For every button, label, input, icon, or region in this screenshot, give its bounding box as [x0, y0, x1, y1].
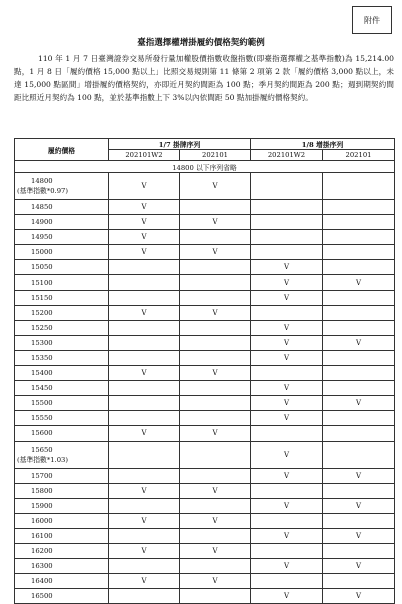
strike-value: 15550 — [31, 414, 53, 423]
table-row — [15, 498, 395, 513]
strike-value: 14800 — [31, 177, 53, 185]
table-body — [15, 161, 395, 604]
table-row — [15, 366, 395, 381]
series-mark — [180, 350, 251, 365]
sub-header: 202101W2 — [251, 150, 323, 161]
table-row — [15, 381, 395, 396]
series-mark — [109, 411, 180, 426]
attachment-label: 附件 — [352, 6, 392, 34]
strike-cell — [15, 366, 109, 381]
series-mark: V — [251, 411, 323, 426]
series-mark — [323, 411, 395, 426]
series-mark: V — [109, 173, 180, 200]
group2-header: 1/8 增掛序列 — [251, 139, 395, 150]
series-mark — [251, 366, 323, 381]
strike-value: 16100 — [31, 531, 53, 540]
strike-value: 15100 — [31, 278, 53, 287]
table-row — [15, 559, 395, 574]
series-mark — [323, 173, 395, 200]
series-mark: V — [251, 589, 323, 604]
series-mark — [251, 574, 323, 589]
table-row — [15, 513, 395, 528]
series-mark — [180, 290, 251, 305]
series-mark — [251, 543, 323, 558]
series-mark — [251, 513, 323, 528]
series-mark — [109, 498, 180, 513]
series-mark: V — [109, 426, 180, 441]
series-mark: V — [323, 468, 395, 483]
series-mark: V — [180, 543, 251, 558]
series-mark — [251, 426, 323, 441]
series-mark — [109, 589, 180, 604]
strike-value: 14900 — [31, 218, 53, 227]
series-mark — [180, 200, 251, 215]
series-mark: V — [109, 543, 180, 558]
strike-cell — [15, 275, 109, 290]
series-mark: V — [109, 305, 180, 320]
table-row — [15, 200, 395, 215]
strike-value: 16300 — [31, 562, 53, 571]
series-mark — [180, 468, 251, 483]
table-row — [15, 245, 395, 260]
table-row — [15, 335, 395, 350]
table-row — [15, 396, 395, 411]
series-mark — [323, 441, 395, 468]
strike-cell — [15, 396, 109, 411]
strike-cell — [15, 350, 109, 365]
table-row — [15, 260, 395, 275]
series-mark: V — [251, 290, 323, 305]
sub-header: 202101 — [180, 150, 251, 161]
series-mark: V — [251, 528, 323, 543]
strike-note: (基準指數*1.03) — [17, 455, 69, 464]
table-row — [15, 468, 395, 483]
strike-cell — [15, 543, 109, 558]
series-mark: V — [109, 574, 180, 589]
series-mark — [323, 200, 395, 215]
strike-cell — [15, 411, 109, 426]
body-paragraph — [14, 52, 394, 104]
group1-header: 1/7 掛牌序列 — [109, 139, 251, 150]
series-mark — [323, 320, 395, 335]
series-mark — [109, 559, 180, 574]
series-mark: V — [251, 275, 323, 290]
strike-value: 15050 — [31, 263, 53, 272]
series-mark: V — [251, 260, 323, 275]
series-mark — [180, 498, 251, 513]
series-mark — [180, 396, 251, 411]
series-mark: V — [323, 528, 395, 543]
strike-cell — [15, 305, 109, 320]
strike-value: 15000 — [31, 248, 53, 257]
series-mark: V — [109, 366, 180, 381]
series-mark — [323, 574, 395, 589]
series-mark — [109, 396, 180, 411]
strike-cell — [15, 426, 109, 441]
series-mark: V — [251, 559, 323, 574]
table-row — [15, 483, 395, 498]
strike-value: 15900 — [31, 501, 53, 510]
series-mark — [251, 483, 323, 498]
strike-cell — [15, 559, 109, 574]
series-mark — [251, 200, 323, 215]
series-mark — [323, 483, 395, 498]
table-row — [15, 543, 395, 558]
strike-value: 15200 — [31, 308, 53, 317]
series-mark: V — [109, 215, 180, 230]
strike-cell — [15, 498, 109, 513]
series-mark — [109, 335, 180, 350]
series-mark: V — [251, 335, 323, 350]
series-mark — [180, 441, 251, 468]
series-mark — [251, 173, 323, 200]
series-mark — [109, 381, 180, 396]
series-mark — [323, 366, 395, 381]
table-row — [15, 441, 395, 468]
series-mark — [251, 215, 323, 230]
series-mark — [251, 230, 323, 245]
series-mark — [180, 381, 251, 396]
table-row — [15, 411, 395, 426]
series-mark — [323, 215, 395, 230]
table-row — [15, 350, 395, 365]
sub-header: 202101W2 — [109, 150, 180, 161]
table-row — [15, 290, 395, 305]
series-mark — [323, 513, 395, 528]
series-mark — [323, 245, 395, 260]
series-mark — [323, 426, 395, 441]
series-mark: V — [323, 396, 395, 411]
series-mark — [109, 441, 180, 468]
series-mark: V — [180, 513, 251, 528]
strike-cell — [15, 468, 109, 483]
series-mark — [323, 350, 395, 365]
strike-cell — [15, 290, 109, 305]
series-mark: V — [251, 498, 323, 513]
strike-cell — [15, 441, 109, 468]
series-mark — [109, 528, 180, 543]
strike-cell — [15, 320, 109, 335]
strike-value: 16400 — [31, 577, 53, 586]
strike-value: 16500 — [31, 592, 53, 601]
series-mark — [180, 275, 251, 290]
series-mark: V — [251, 441, 323, 468]
strike-value: 15650 — [31, 445, 53, 454]
strike-value: 15450 — [31, 384, 53, 393]
strike-value: 14950 — [31, 233, 53, 242]
series-mark: V — [323, 275, 395, 290]
series-mark: V — [323, 559, 395, 574]
strike-cell — [15, 335, 109, 350]
strike-value: 15700 — [31, 471, 53, 480]
strike-header: 履約價格 — [15, 139, 109, 161]
strike-cell — [15, 245, 109, 260]
series-mark — [323, 230, 395, 245]
table-row — [15, 275, 395, 290]
strike-value: 16200 — [31, 547, 53, 556]
strike-cell — [15, 200, 109, 215]
table-row — [15, 574, 395, 589]
series-mark: V — [323, 498, 395, 513]
series-mark — [180, 320, 251, 335]
strike-cell — [15, 173, 109, 200]
series-mark — [323, 381, 395, 396]
strike-price-table — [14, 138, 395, 604]
series-mark: V — [180, 574, 251, 589]
strike-cell — [15, 574, 109, 589]
sub-header: 202101 — [323, 150, 395, 161]
series-mark: V — [109, 483, 180, 498]
series-mark: V — [180, 245, 251, 260]
series-mark — [251, 245, 323, 260]
strike-cell — [15, 589, 109, 604]
strike-value: 15500 — [31, 399, 53, 408]
series-mark: V — [180, 173, 251, 200]
series-mark — [109, 320, 180, 335]
table-row — [15, 320, 395, 335]
series-mark: V — [109, 200, 180, 215]
series-mark — [323, 290, 395, 305]
strike-value: 15150 — [31, 293, 53, 302]
strike-cell — [15, 483, 109, 498]
strike-value: 15350 — [31, 353, 53, 362]
series-mark — [180, 589, 251, 604]
series-mark: V — [180, 366, 251, 381]
table-row — [15, 305, 395, 320]
body-paragraph-text: 110 年 1 月 7 日臺灣證券交易所發行量加權股價指數收盤指數(即臺指選擇權之基準指數)為 15,214.00 點，1 月 8 日「履約價格 15,000 點以上」比照交易規則第 11 條第 2 項第 2 款「履約價格 3,000 點以上，未達 15,000 點區間」增掛履約價格契約，亦即近月契約間距為 100 點；季月契約間距為 200 點；週到期契約間距比照近月契約為 100 點，並於基準指數上下 3%以內依間距 50 點加掛履約價格契約。 — [14, 54, 394, 102]
series-mark: V — [251, 396, 323, 411]
strike-cell — [15, 528, 109, 543]
series-mark: V — [180, 483, 251, 498]
strike-value: 16000 — [31, 516, 53, 525]
series-mark: V — [180, 305, 251, 320]
table-row — [15, 528, 395, 543]
strike-value: 15400 — [31, 369, 53, 378]
series-mark — [180, 559, 251, 574]
series-mark: V — [251, 381, 323, 396]
strike-note: (基準指數*0.97) — [17, 187, 69, 195]
series-mark — [109, 275, 180, 290]
series-mark — [109, 350, 180, 365]
series-mark — [180, 411, 251, 426]
strike-value: 15250 — [31, 323, 53, 332]
series-mark — [323, 305, 395, 320]
series-mark: V — [109, 513, 180, 528]
strike-cell — [15, 260, 109, 275]
series-mark: V — [251, 468, 323, 483]
series-mark: V — [323, 335, 395, 350]
strike-value: 15600 — [31, 429, 53, 438]
series-mark: V — [251, 350, 323, 365]
document-title: 臺指選擇權增掛履約價格契約範例 — [137, 38, 265, 48]
table-row — [15, 589, 395, 604]
strike-value: 15800 — [31, 486, 53, 495]
strike-value: 15300 — [31, 338, 53, 347]
strike-value: 14850 — [31, 203, 53, 212]
strike-cell — [15, 381, 109, 396]
series-mark — [180, 528, 251, 543]
table-row — [15, 173, 395, 200]
strike-cell — [15, 215, 109, 230]
series-mark — [109, 468, 180, 483]
series-mark — [251, 305, 323, 320]
series-mark: V — [109, 245, 180, 260]
series-mark — [109, 290, 180, 305]
series-mark — [180, 335, 251, 350]
strike-cell — [15, 230, 109, 245]
series-mark — [180, 260, 251, 275]
series-mark — [180, 230, 251, 245]
table-row — [15, 230, 395, 245]
series-mark — [323, 543, 395, 558]
series-mark: V — [180, 215, 251, 230]
strike-cell — [15, 513, 109, 528]
series-mark: V — [109, 230, 180, 245]
series-mark — [323, 260, 395, 275]
series-mark: V — [251, 320, 323, 335]
table-row — [15, 215, 395, 230]
series-mark — [109, 260, 180, 275]
omitted-note: 14800 以下序列省略 — [15, 161, 395, 173]
series-mark: V — [323, 589, 395, 604]
table-row — [15, 426, 395, 441]
series-mark: V — [180, 426, 251, 441]
